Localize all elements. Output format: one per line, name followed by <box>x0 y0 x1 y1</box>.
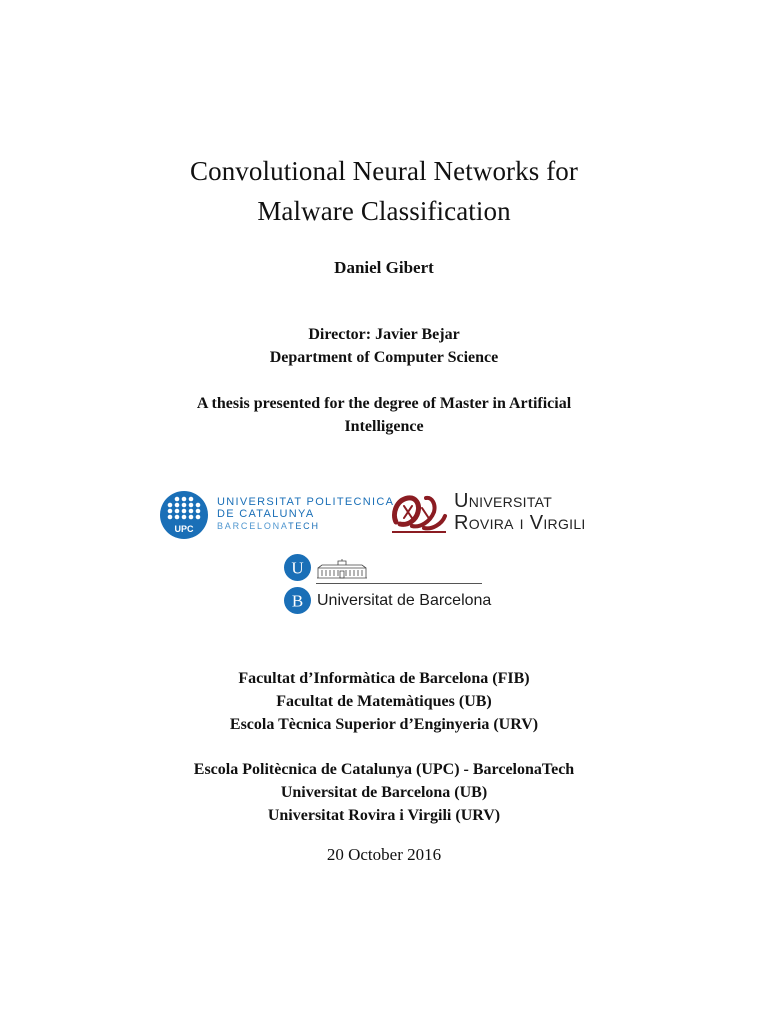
thesis-statement-line-2: Intelligence <box>344 418 424 435</box>
supervision-block <box>0 323 768 369</box>
director-line: Director: Javier Bejar <box>308 326 460 343</box>
faculty-line: Escola Tècnica Superior d’Enginyeria (URV) <box>229 716 539 733</box>
ub-divider <box>316 583 482 584</box>
thesis-title-line-1: Convolutional Neural Networks for <box>190 156 578 186</box>
university-line: Universitat de Barcelona (UB) <box>280 784 488 801</box>
urv-wordmark <box>454 490 586 534</box>
urv-emblem-icon <box>390 492 448 534</box>
universities-list <box>0 758 768 827</box>
urv-line-1: Universitat <box>454 490 553 512</box>
urv-logo <box>390 490 605 540</box>
department-line: Department of Computer Science <box>269 349 499 366</box>
upc-monogram: UPC <box>174 524 194 534</box>
upc-circle-icon <box>160 491 208 539</box>
university-line: Escola Politècnica de Catalunya (UPC) - BarcelonaTech <box>193 761 575 778</box>
author-name: Daniel Gibert <box>334 258 434 277</box>
thesis-statement-line-1: A thesis presented for the degree of Master in Artificial <box>196 395 572 412</box>
upc-line-3 <box>217 520 394 532</box>
ub-logo <box>283 554 492 616</box>
upc-line-1: UNIVERSITAT POLITECNICA <box>217 496 395 508</box>
ub-u-letter: U <box>291 558 304 578</box>
faculty-line: Facultat de Matemàtiques (UB) <box>276 693 492 710</box>
thesis-title-line-2: Malware Classification <box>257 196 511 226</box>
ub-building-icon <box>316 559 368 579</box>
upc-line-3-tech: TECH <box>288 521 320 531</box>
ub-b-circle-icon <box>284 587 311 614</box>
thesis-date: 20 October 2016 <box>326 845 442 864</box>
university-line: Universitat Rovira i Virgili (URV) <box>267 807 501 824</box>
urv-line-2: Rovira i Virgili <box>454 512 586 534</box>
upc-logo <box>160 491 395 543</box>
ub-wordmark: Universitat de Barcelona <box>317 592 492 609</box>
upc-line-3-barcelona: BARCELONA <box>217 521 289 531</box>
upc-line-2: DE CATALUNYA <box>217 508 315 520</box>
upc-wordmark <box>217 496 394 532</box>
faculty-line: Facultat d’Informàtica de Barcelona (FIB) <box>238 670 530 687</box>
faculties-list <box>0 667 768 736</box>
thesis-statement <box>0 392 768 438</box>
ub-b-letter: B <box>291 591 304 611</box>
ub-u-circle-icon <box>284 554 311 581</box>
thesis-title <box>0 151 768 231</box>
